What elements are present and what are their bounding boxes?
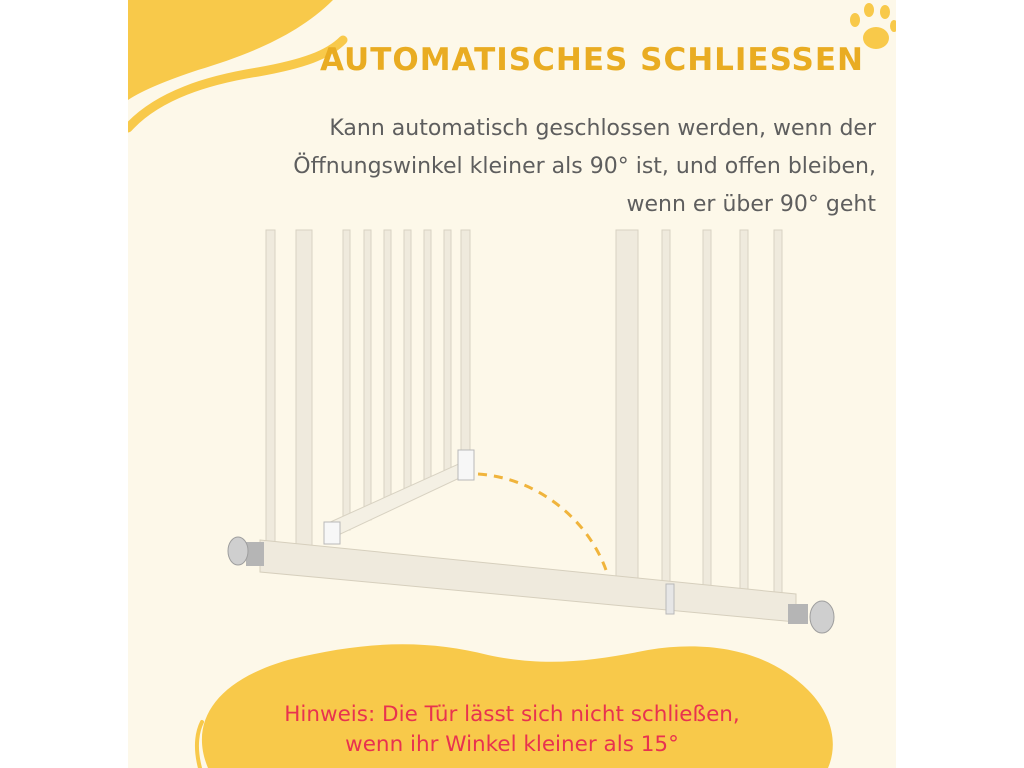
gate-door <box>343 230 470 530</box>
gate-frame-joint <box>666 584 674 614</box>
gate-door-hinge-top <box>458 450 474 480</box>
description-line: wenn er über 90° geht <box>626 192 876 217</box>
gate-post-latch <box>616 230 638 585</box>
page-title: AUTOMATISCHES SCHLIESSEN <box>319 42 864 78</box>
swing-arc <box>478 474 606 570</box>
hint-line: Hinweis: Die Tür lässt sich nicht schließen, <box>284 702 740 727</box>
product-image <box>128 0 896 768</box>
description-line: Öffnungswinkel kleiner als 90° ist, und offen bleiben, <box>293 154 876 179</box>
gate-extension-bars <box>662 230 782 602</box>
gate-door-hinge-bottom <box>324 522 340 544</box>
description <box>148 110 876 224</box>
hint-note <box>188 700 836 760</box>
gate-bottom-frame <box>260 540 796 622</box>
tension-knob-right <box>788 601 834 633</box>
tension-knob-left <box>228 537 264 566</box>
gate-post-left-outer <box>266 230 275 560</box>
gate-post-left-inner <box>296 230 312 560</box>
hint-line: wenn ihr Winkel kleiner als 15° <box>345 732 679 757</box>
gate <box>228 230 834 633</box>
description-line: Kann automatisch geschlossen werden, wenn der <box>329 116 876 141</box>
